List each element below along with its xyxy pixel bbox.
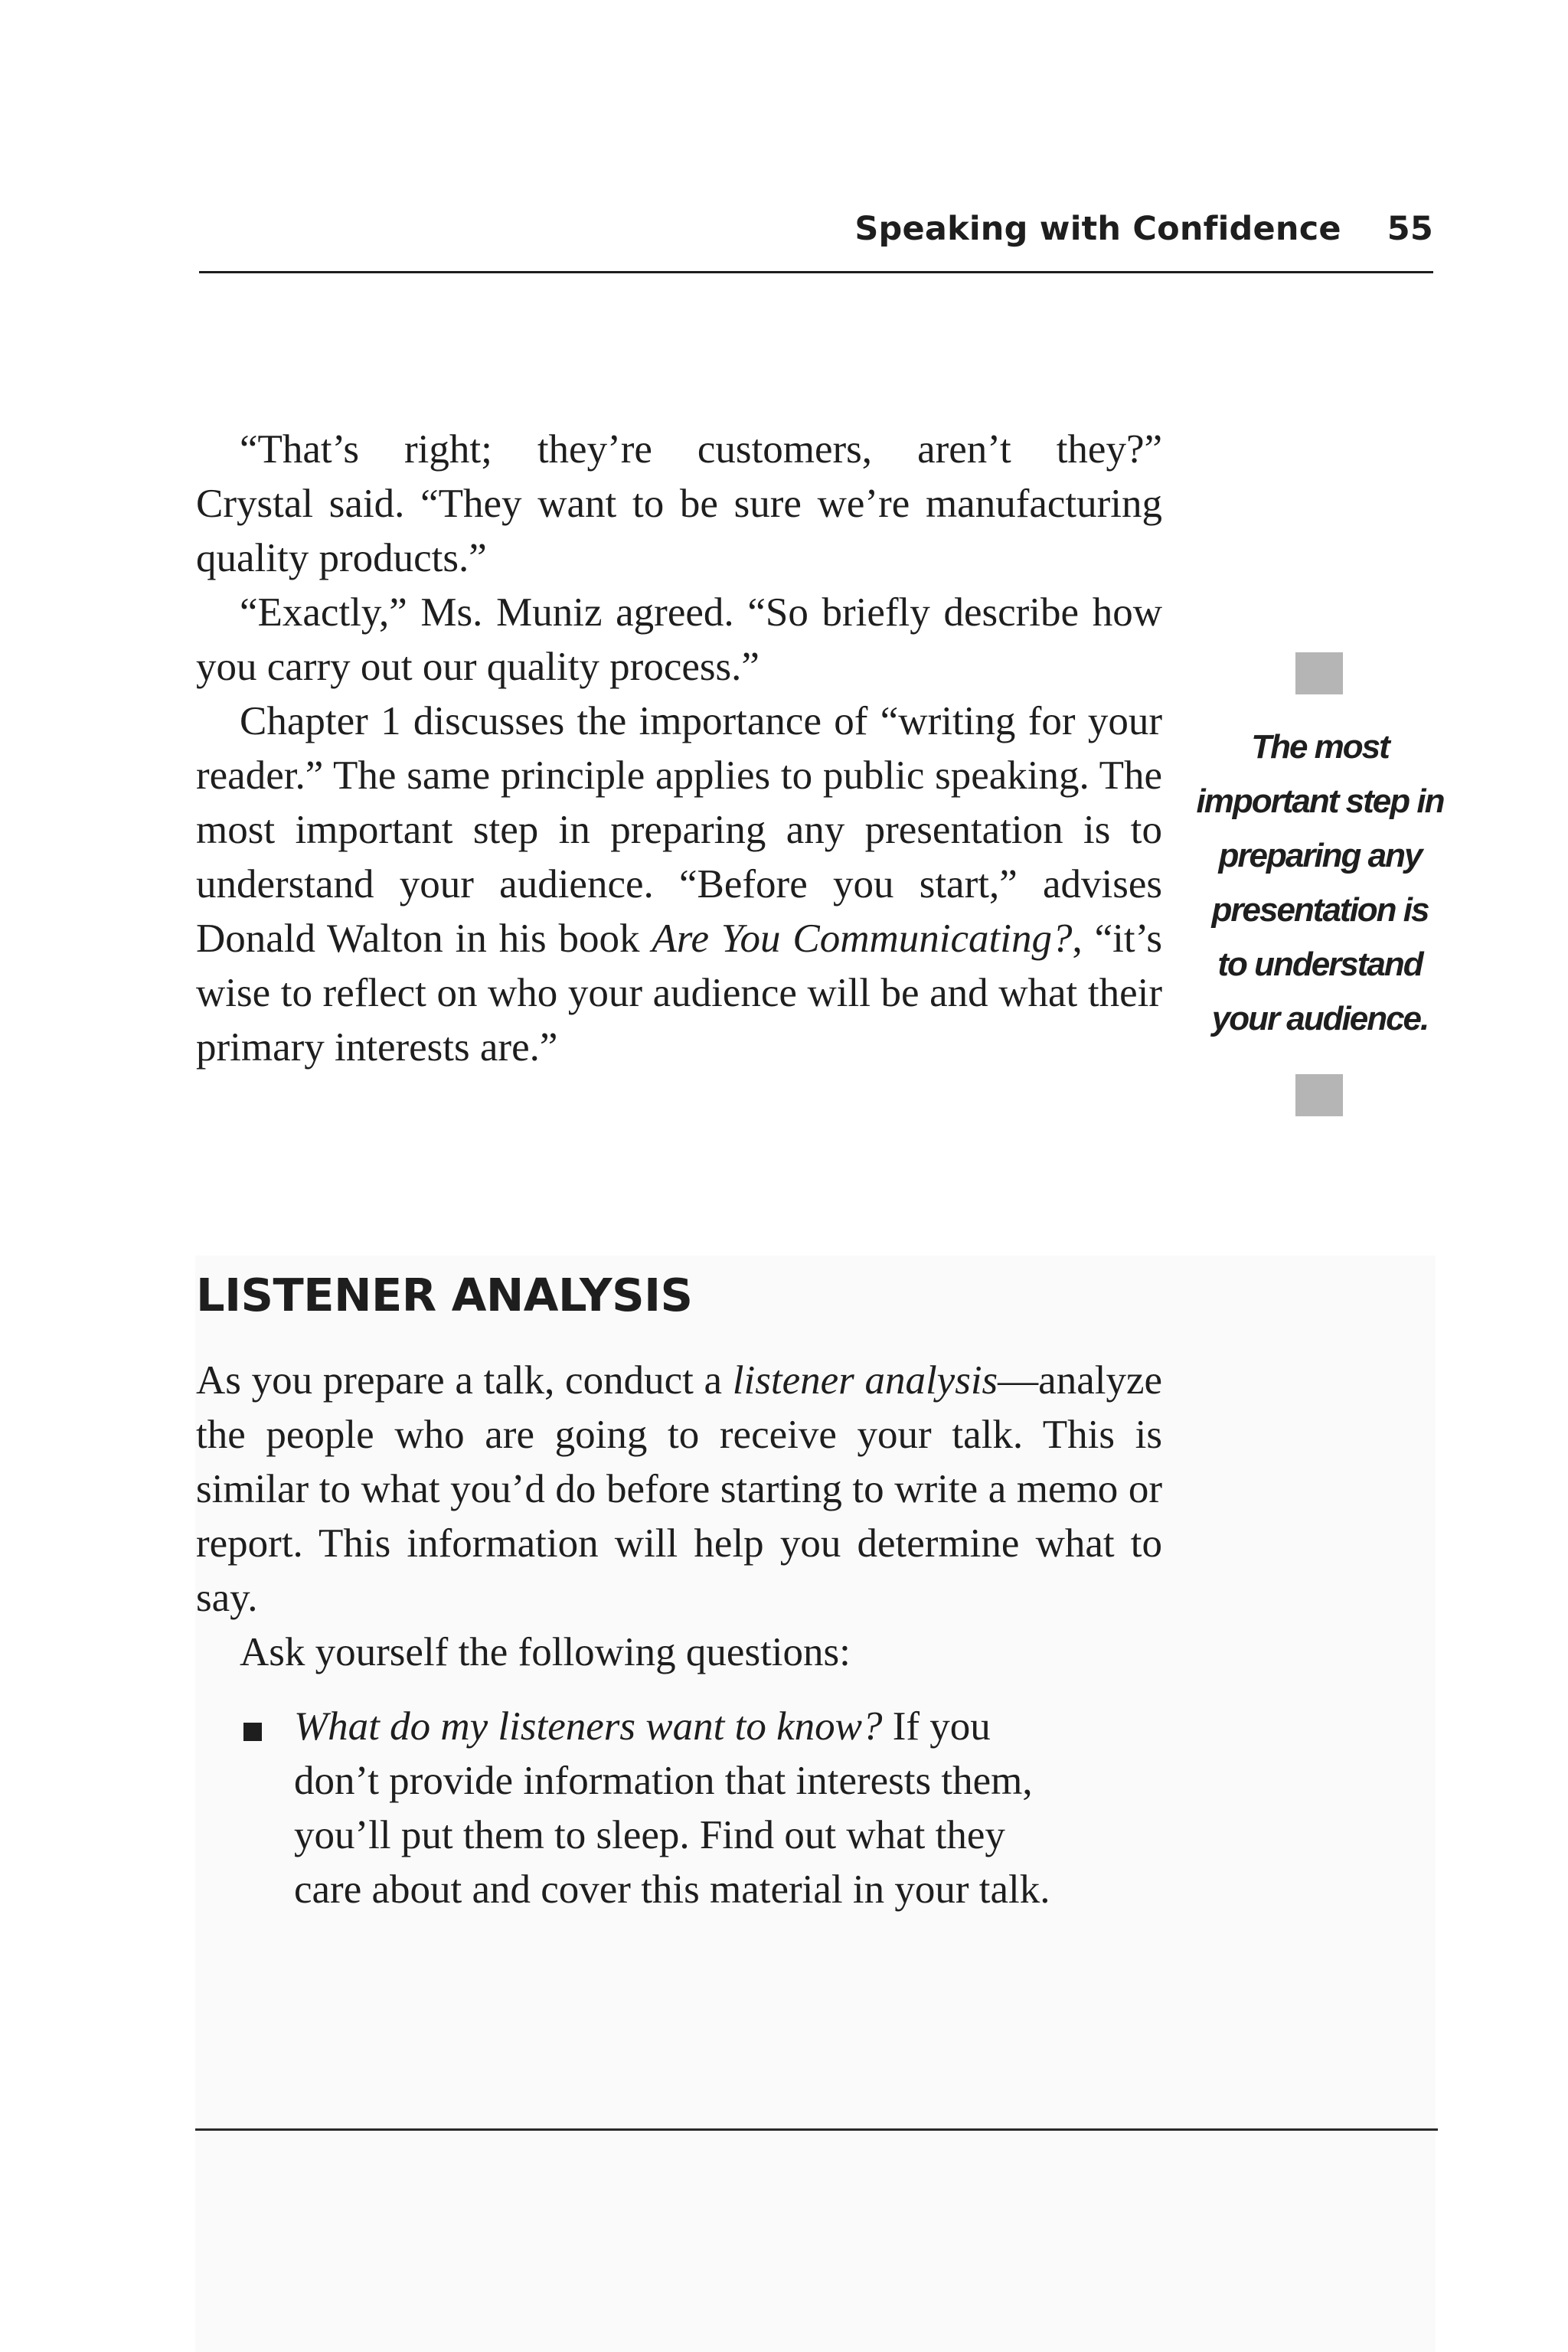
header-rule [199, 271, 1433, 273]
paragraph: Chapter 1 discusses the importance of “writing for your reader.” The same principle applies to public speaking. The most important step in preparing any presentation is to understand your audience. “Before you start,” advises Donald Walton in his book Are You Communicating?, “it’s wise to reflect on who your audience will be and what their primary interests are.” [196, 699, 1162, 1070]
bullet-item [196, 1700, 1076, 1917]
pull-quote-square-bottom [1295, 1074, 1343, 1116]
running-head [199, 210, 1433, 263]
paragraph: Ask yourself the following questions: [240, 1630, 851, 1674]
section-text [196, 1354, 1162, 1680]
bullet-question: What do my listeners want to know? [294, 1704, 883, 1749]
paragraph: “Exactly,” Ms. Muniz agreed. “So briefly describe how you carry out our quality process.” [196, 590, 1162, 689]
book-title: Are You Communicating? [652, 916, 1073, 961]
running-head-title: Speaking with Confidence [854, 210, 1341, 248]
bullet-text: What do my listeners want to know? If you don’t provide information that interests them, you’ll put them to sleep. Find out what they care about and cover this material in your talk. [294, 1704, 1050, 1912]
section-heading: LISTENER ANALYSIS [196, 1269, 693, 1321]
paragraph: Crystal said. “They want to be sure we’re manufacturing quality products.” [196, 482, 1162, 580]
paragraph: “That’s right; they’re customers, aren’t they?” [240, 427, 1162, 472]
key-term: listener analysis [732, 1358, 998, 1403]
opening-text [196, 423, 1162, 1075]
page-number: 55 [1387, 210, 1433, 248]
pull-quote: The most important step in preparing any presentation is to understand your audience. [1196, 728, 1444, 1037]
bullet-square-icon [243, 1723, 262, 1741]
footer-rule [195, 2128, 1438, 2131]
pull-quote-square-top [1295, 652, 1343, 694]
paragraph: As you prepare a talk, conduct a listener analysis—analyze the people who are going to receive your talk. This is similar to what you’d do before starting to write a memo or report. This information will help you determine what to say. [196, 1358, 1162, 1620]
